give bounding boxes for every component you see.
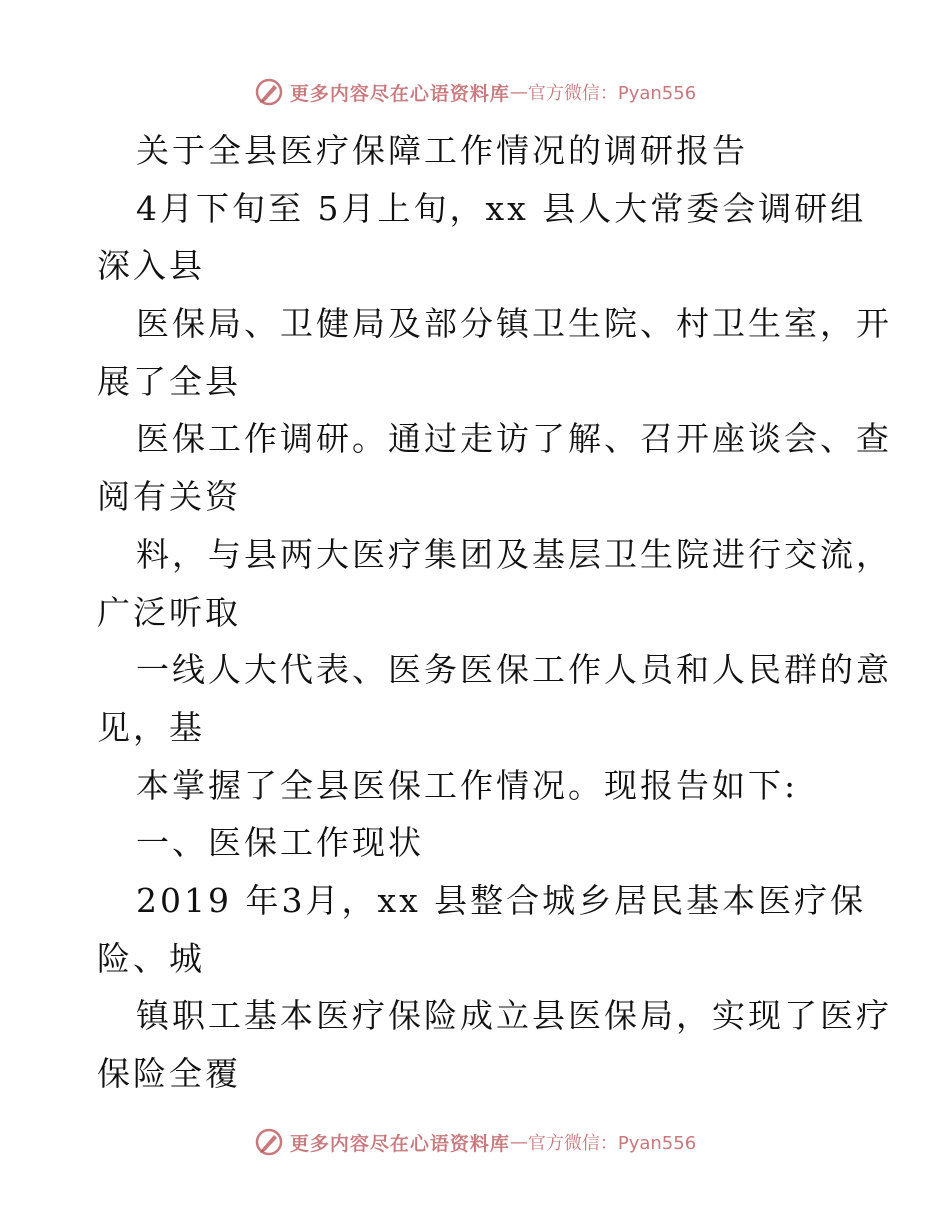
paragraph-line: 保险全覆 (97, 1054, 241, 1093)
paragraph-line: 料，与县两大医疗集团及基层卫生院进行交流， (136, 534, 892, 574)
paragraph-line: 一线人大代表、医务医保工作人员和人民群的意 (136, 650, 892, 690)
paragraph-line: 深入县 (97, 246, 205, 286)
paragraph-line: 2019 年3月，xx 县整合城乡居民基本医疗保 (136, 880, 867, 920)
paragraph-line: 4月下旬至 5月上旬，xx 县人大常委会调研组 (136, 188, 867, 228)
paragraph-line: 本掌握了全县医保工作情况。现报告如下: (136, 765, 799, 805)
paragraph-line: 广泛听取 (97, 592, 241, 632)
watermark-main-text: 更多内容尽在心语资料库 (289, 82, 510, 105)
document-title: 关于全县医疗保障工作情况的调研报告 (136, 131, 748, 170)
paragraph-line: 医保工作调研。通过走访了解、召开座谈会、查 (136, 419, 892, 459)
pen-circle-logo-icon (254, 1127, 284, 1157)
paragraph-line: 镇职工基本医疗保险成立县医保局，实现了医疗 (136, 996, 892, 1036)
pen-circle-logo-icon (254, 77, 284, 107)
watermark-main-text: 更多内容尽在心语资料库 (289, 1132, 510, 1155)
paragraph-line: 阅有关资 (97, 477, 241, 517)
footer-watermark (0, 1122, 950, 1162)
watermark-sub-text: 官方微信：Pyan556 (527, 1133, 697, 1154)
section-heading: 一、医保工作现状 (136, 823, 424, 863)
document-body (97, 122, 892, 1103)
paragraph-line: 险、城 (97, 938, 205, 978)
watermark-dash: — (509, 81, 528, 103)
paragraph-line: 展了全县 (97, 361, 241, 401)
paragraph-line: 见，基 (97, 707, 205, 747)
header-watermark (0, 72, 950, 112)
watermark-dash: — (509, 1131, 528, 1153)
paragraph-line: 医保局、卫健局及部分镇卫生院、村卫生室，开 (136, 304, 892, 344)
watermark-sub-text: 官方微信：Pyan556 (527, 83, 697, 104)
